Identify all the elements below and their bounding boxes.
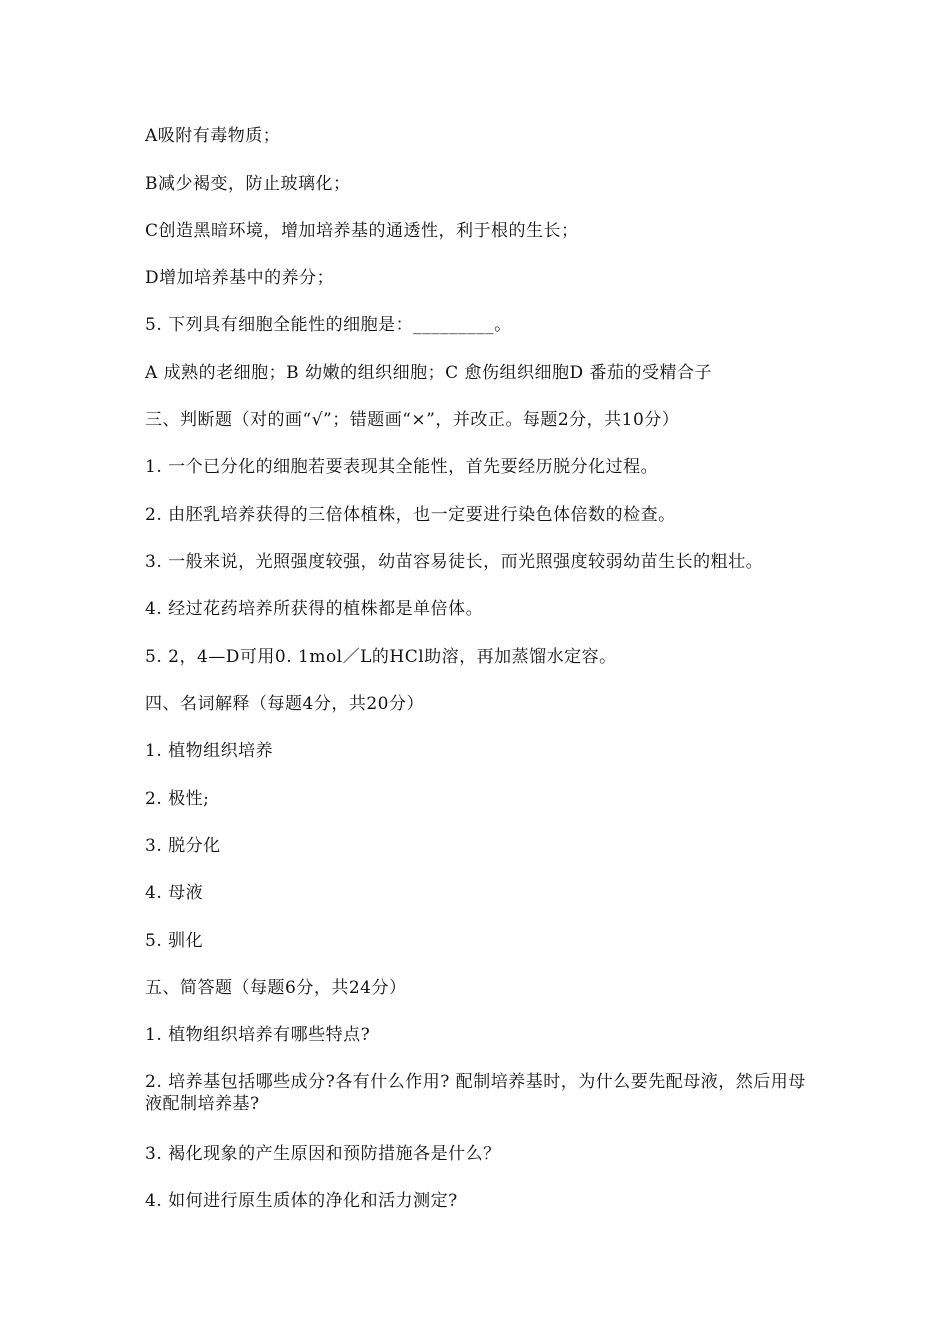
section-3-item-5: 5. 2，4—D可用0. 1mol／L的HCl助溶，再加蒸馏水定容。	[145, 647, 617, 667]
section-5-title: 五、简答题（每题6分，共24分）	[145, 978, 407, 998]
section-4-item-2: 2. 极性;	[145, 789, 210, 809]
section-5-item-4: 4. 如何进行原生质体的净化和活力测定?	[145, 1191, 458, 1211]
section-3-item-3: 3. 一般来说，光照强度较强，幼苗容易徒长，而光照强度较弱幼苗生长的粗壮。	[145, 552, 764, 572]
question-5-options: A 成熟的老细胞；B 幼嫩的组织细胞；C 愈伤组织细胞D 番茄的受精合子	[145, 363, 713, 383]
section-5-item-1: 1. 植物组织培养有哪些特点?	[145, 1025, 371, 1045]
section-5-item-2: 2. 培养基包括哪些成分?各有什么作用? 配制培养基时，为什么要先配母液，然后用母液配制培养基?	[145, 1072, 806, 1114]
option-c: C创造黑暗环境，增加培养基的通透性，利于根的生长；	[145, 221, 579, 241]
option-a: A吸附有毒物质；	[145, 126, 281, 146]
section-4-item-4: 4. 母液	[145, 883, 204, 903]
section-4-item-3: 3. 脱分化	[145, 836, 221, 856]
section-4-item-1: 1. 植物组织培养	[145, 741, 274, 761]
section-5-item-3: 3. 褐化现象的产生原因和预防措施各是什么？	[145, 1144, 501, 1164]
option-d: D增加培养基中的养分；	[145, 268, 335, 288]
section-3-item-4: 4. 经过花药培养所获得的植株都是单倍体。	[145, 599, 484, 619]
section-4-title: 四、名词解释（每题4分，共20分）	[145, 694, 424, 714]
section-3-title: 三、判断题（对的画“√”；错题画“×”，并改正。每题2分，共10分）	[145, 410, 680, 430]
section-4-item-5: 5. 驯化	[145, 931, 204, 951]
question-5-text: 5. 下列具有细胞全能性的细胞是：_________。	[145, 315, 512, 335]
option-b: B减少褐变，防止玻璃化；	[145, 174, 351, 194]
section-3-item-1: 1. 一个已分化的细胞若要表现其全能性，首先要经历脱分化过程。	[145, 457, 659, 477]
section-3-item-2: 2. 由胚乳培养获得的三倍体植株，也一定要进行染色体倍数的检查。	[145, 505, 676, 525]
